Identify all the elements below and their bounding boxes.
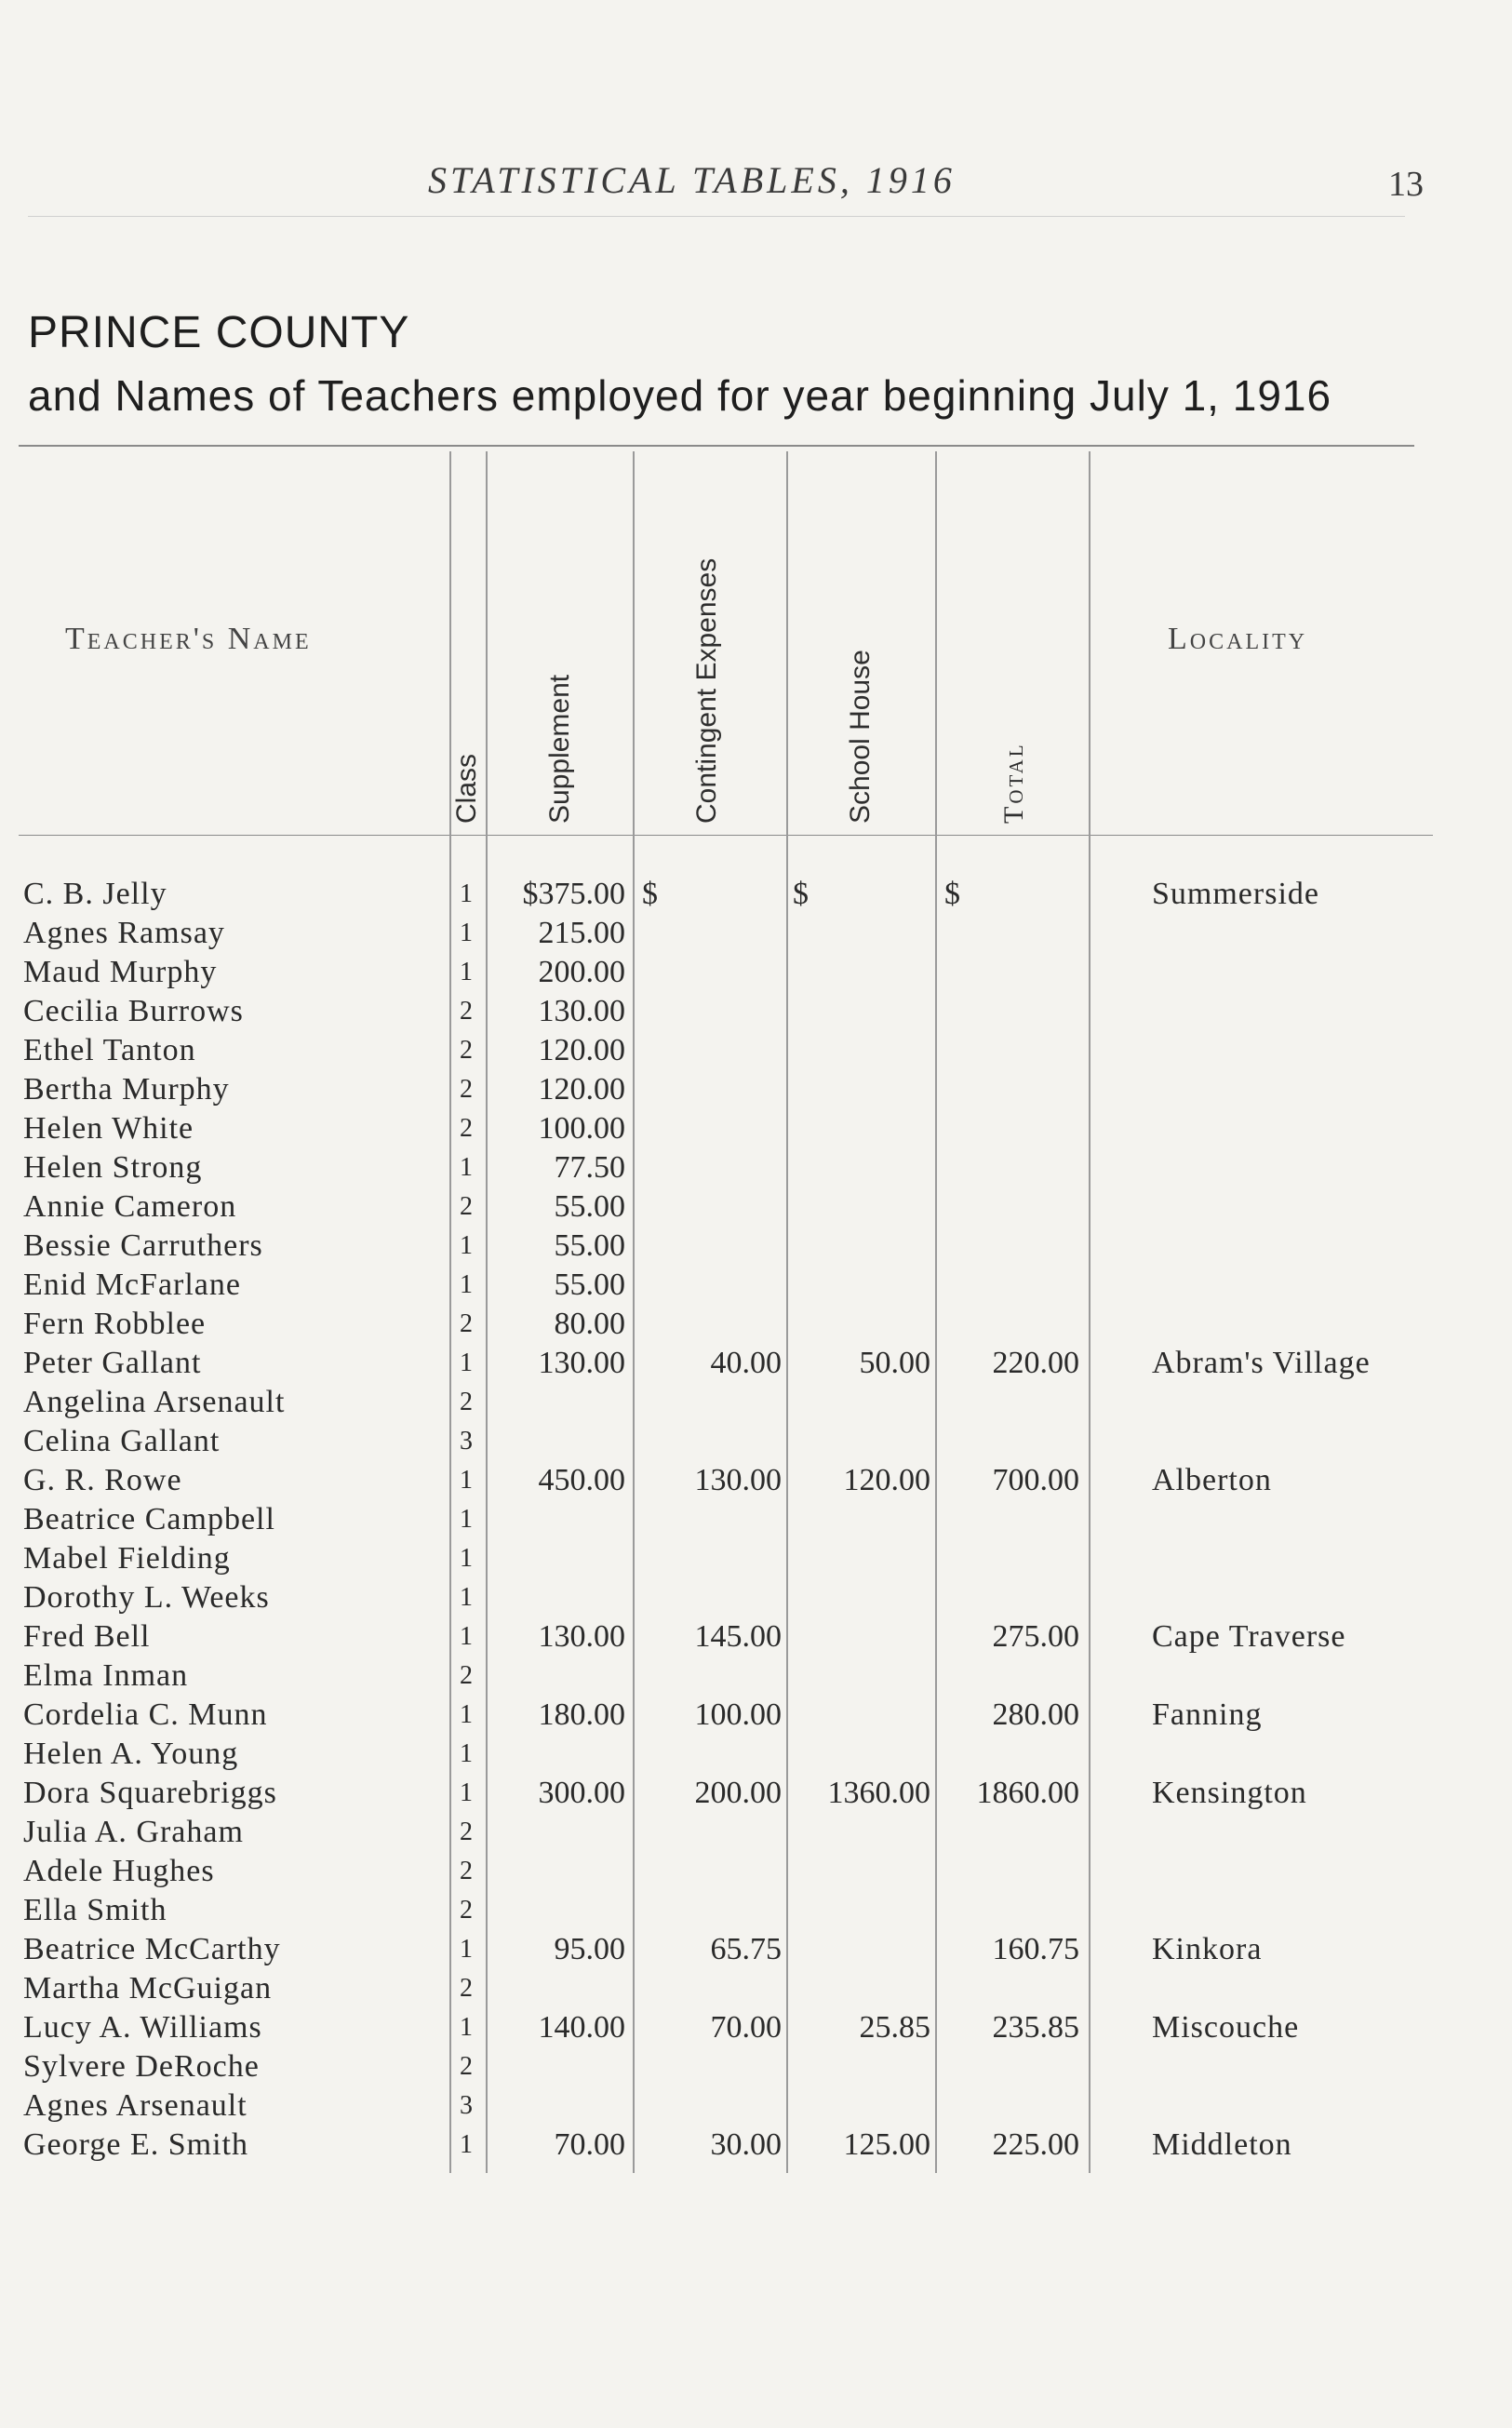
table-row <box>0 2008 1512 2047</box>
teacher-class: 2 <box>460 1036 473 1065</box>
table-row <box>0 1109 1512 1148</box>
teacher-name: Dora Squarebriggs <box>23 1776 277 1810</box>
teacher-name: Sylvere DeRoche <box>23 2049 260 2084</box>
table-row <box>0 1969 1512 2008</box>
table-row <box>0 1383 1512 1422</box>
table-row <box>0 1187 1512 1227</box>
locality-value: Summerside <box>1152 877 1319 911</box>
supplement-value: 130.00 <box>538 1619 625 1654</box>
locality-value: Kinkora <box>1152 1932 1263 1966</box>
teacher-class: 1 <box>460 1505 473 1534</box>
teacher-class: 2 <box>460 1075 473 1104</box>
table-row <box>0 1657 1512 1696</box>
supplement-value: 215.00 <box>538 916 625 950</box>
school-house-value: 50.00 <box>859 1346 930 1380</box>
table-row <box>0 1930 1512 1969</box>
teacher-name: Julia A. Graham <box>23 1815 244 1849</box>
teacher-class: 1 <box>460 1700 473 1729</box>
teacher-name: Beatrice Campbell <box>23 1502 275 1536</box>
table-row <box>0 1891 1512 1930</box>
supplement-value: 200.00 <box>538 955 625 989</box>
teacher-name: G. R. Rowe <box>23 1463 182 1497</box>
teacher-name: Angelina Arsenault <box>23 1385 286 1419</box>
teacher-class: 2 <box>460 1974 473 2003</box>
teacher-class: 1 <box>460 958 473 986</box>
teacher-class: 3 <box>460 1427 473 1455</box>
teacher-class: 2 <box>460 1192 473 1221</box>
supplement-value: 130.00 <box>538 1346 625 1380</box>
teacher-class: 1 <box>460 1739 473 1768</box>
locality-value: Abram's Village <box>1152 1346 1371 1380</box>
supplement-value: 120.00 <box>538 1072 625 1107</box>
teacher-class: 2 <box>460 2052 473 2081</box>
teacher-class: 2 <box>460 997 473 1026</box>
contingent-value: 130.00 <box>694 1463 782 1497</box>
table-row <box>0 953 1512 992</box>
teacher-class: 1 <box>460 2013 473 2042</box>
table-row <box>0 1774 1512 1813</box>
supplement-value: 70.00 <box>554 2127 625 2162</box>
running-title: STATISTICAL TABLES, 1916 <box>428 159 956 201</box>
teacher-class: 1 <box>460 1270 473 1299</box>
contingent-value: 145.00 <box>694 1619 782 1654</box>
running-head <box>28 158 1424 214</box>
locality-value: Miscouche <box>1152 2010 1300 2045</box>
teacher-name: Bessie Carruthers <box>23 1228 263 1263</box>
header-teacher-name: Teacher's Name <box>65 622 312 656</box>
supplement-value: $375.00 <box>522 877 625 911</box>
teacher-name: Bertha Murphy <box>23 1072 230 1107</box>
header-locality: Locality <box>1168 622 1308 656</box>
supplement-value: 55.00 <box>554 1228 625 1263</box>
header-divider <box>28 216 1405 217</box>
table-row <box>0 2047 1512 2086</box>
total-value: 700.00 <box>992 1463 1079 1497</box>
header-contingent-expenses: Contingent Expenses <box>691 557 722 824</box>
table-row <box>0 1422 1512 1461</box>
table-row <box>0 1617 1512 1657</box>
teacher-name: George E. Smith <box>23 2127 248 2162</box>
table-row <box>0 1696 1512 1735</box>
teacher-class: 2 <box>460 1896 473 1925</box>
supplement-value: 450.00 <box>538 1463 625 1497</box>
table-subtitle: and Names of Teachers employed for year beginning July 1, 1916 <box>28 371 1332 420</box>
teacher-class: 1 <box>460 1583 473 1612</box>
teacher-name: Maud Murphy <box>23 955 218 989</box>
supplement-value: 80.00 <box>554 1307 625 1341</box>
teacher-class: 2 <box>460 1114 473 1143</box>
total-value: 225.00 <box>992 2127 1079 2162</box>
table-row <box>0 1070 1512 1109</box>
teacher-class: 2 <box>460 1818 473 1846</box>
teacher-name: Martha McGuigan <box>23 1971 273 2005</box>
teacher-name: Ella Smith <box>23 1893 167 1927</box>
table-row <box>0 1500 1512 1539</box>
teacher-name: Adele Hughes <box>23 1854 215 1888</box>
teacher-name: Helen Strong <box>23 1150 203 1185</box>
locality-value: Fanning <box>1152 1697 1263 1732</box>
supplement-value: 55.00 <box>554 1189 625 1224</box>
header-school-house: School House <box>845 650 876 824</box>
teacher-class: 1 <box>460 1935 473 1964</box>
header-bottom-rule <box>19 835 1433 836</box>
table-row <box>0 1227 1512 1266</box>
teacher-class: 3 <box>460 2091 473 2120</box>
table-row <box>0 1735 1512 1774</box>
teacher-class: 1 <box>460 1778 473 1807</box>
supplement-value: 95.00 <box>554 1932 625 1966</box>
school-house-value: 125.00 <box>843 2127 930 2162</box>
teacher-name: Cordelia C. Munn <box>23 1697 268 1732</box>
teacher-class: 2 <box>460 1388 473 1416</box>
teacher-class: 1 <box>460 1231 473 1260</box>
total-value: 280.00 <box>992 1697 1079 1732</box>
teacher-name: C. B. Jelly <box>23 877 167 911</box>
teacher-name: Lucy A. Williams <box>23 2010 262 2045</box>
supplement-value: 130.00 <box>538 994 625 1028</box>
contingent-value: 200.00 <box>694 1776 782 1810</box>
teacher-class: 1 <box>460 879 473 908</box>
table-row <box>0 1461 1512 1500</box>
contingent-value: 70.00 <box>710 2010 782 2045</box>
table-top-rule <box>19 445 1414 447</box>
contingent-value: 100.00 <box>694 1697 782 1732</box>
supplement-value: 77.50 <box>554 1150 625 1185</box>
school-house-value: 120.00 <box>843 1463 930 1497</box>
teacher-class: 1 <box>460 1153 473 1182</box>
supplement-value: 120.00 <box>538 1033 625 1067</box>
teacher-class: 1 <box>460 1544 473 1573</box>
locality-value: Middleton <box>1152 2127 1292 2162</box>
teacher-name: Helen A. Young <box>23 1737 239 1771</box>
teacher-class: 2 <box>460 1309 473 1338</box>
teacher-name: Cecilia Burrows <box>23 994 244 1028</box>
table-row <box>0 914 1512 953</box>
contingent-value: 30.00 <box>710 2127 782 2162</box>
table-row <box>0 1148 1512 1187</box>
table-row <box>0 1852 1512 1891</box>
total-value: 275.00 <box>992 1619 1079 1654</box>
teacher-name: Helen White <box>23 1111 194 1146</box>
teacher-name: Ethel Tanton <box>23 1033 196 1067</box>
currency-contingent: $ <box>642 877 658 911</box>
currency-total: $ <box>944 877 960 911</box>
header-total: Total <box>998 742 1029 824</box>
teacher-class: 2 <box>460 1857 473 1885</box>
table-row <box>0 1813 1512 1852</box>
table-row <box>0 2086 1512 2126</box>
teacher-name: Agnes Arsenault <box>23 2088 248 2123</box>
table-row <box>0 1578 1512 1617</box>
currency-school-house: $ <box>793 877 809 911</box>
supplement-value: 140.00 <box>538 2010 625 2045</box>
supplement-value: 180.00 <box>538 1697 625 1732</box>
teacher-class: 1 <box>460 1466 473 1495</box>
teacher-name: Celina Gallant <box>23 1424 221 1458</box>
total-value: 235.85 <box>992 2010 1079 2045</box>
table-row <box>0 1031 1512 1070</box>
teacher-class: 2 <box>460 1661 473 1690</box>
supplement-value: 55.00 <box>554 1268 625 1302</box>
teacher-name: Fred Bell <box>23 1619 151 1654</box>
teacher-class: 1 <box>460 2130 473 2159</box>
teacher-name: Fern Robblee <box>23 1307 207 1341</box>
teacher-name: Mabel Fielding <box>23 1541 231 1576</box>
contingent-value: 40.00 <box>710 1346 782 1380</box>
supplement-value: 100.00 <box>538 1111 625 1146</box>
table-row <box>0 1266 1512 1305</box>
teacher-class: 1 <box>460 1348 473 1377</box>
teacher-name: Dorothy L. Weeks <box>23 1580 270 1615</box>
school-house-value: 25.85 <box>859 2010 930 2045</box>
total-value: 1860.00 <box>976 1776 1079 1810</box>
teacher-name: Peter Gallant <box>23 1346 202 1380</box>
teacher-name: Agnes Ramsay <box>23 916 225 950</box>
table-row <box>0 992 1512 1031</box>
locality-value: Alberton <box>1152 1463 1272 1497</box>
school-house-value: 1360.00 <box>827 1776 930 1810</box>
table-row <box>0 1539 1512 1578</box>
teacher-name: Enid McFarlane <box>23 1268 241 1302</box>
table-row <box>0 1305 1512 1344</box>
page-number: 13 <box>1388 165 1424 204</box>
total-value: 160.75 <box>992 1932 1079 1966</box>
county-title: PRINCE COUNTY <box>28 308 410 357</box>
supplement-value: 300.00 <box>538 1776 625 1810</box>
locality-value: Cape Traverse <box>1152 1619 1346 1654</box>
teacher-name: Beatrice McCarthy <box>23 1932 281 1966</box>
locality-value: Kensington <box>1152 1776 1307 1810</box>
header-class: Class <box>451 753 482 824</box>
total-value: 220.00 <box>992 1346 1079 1380</box>
teacher-name: Annie Cameron <box>23 1189 237 1224</box>
teacher-class: 1 <box>460 1622 473 1651</box>
header-supplement: Supplement <box>544 674 575 824</box>
teacher-name: Elma Inman <box>23 1658 189 1693</box>
teacher-class: 1 <box>460 919 473 947</box>
table-row <box>0 875 1512 914</box>
contingent-value: 65.75 <box>710 1932 782 1966</box>
table-row <box>0 1344 1512 1383</box>
table-row <box>0 2126 1512 2165</box>
